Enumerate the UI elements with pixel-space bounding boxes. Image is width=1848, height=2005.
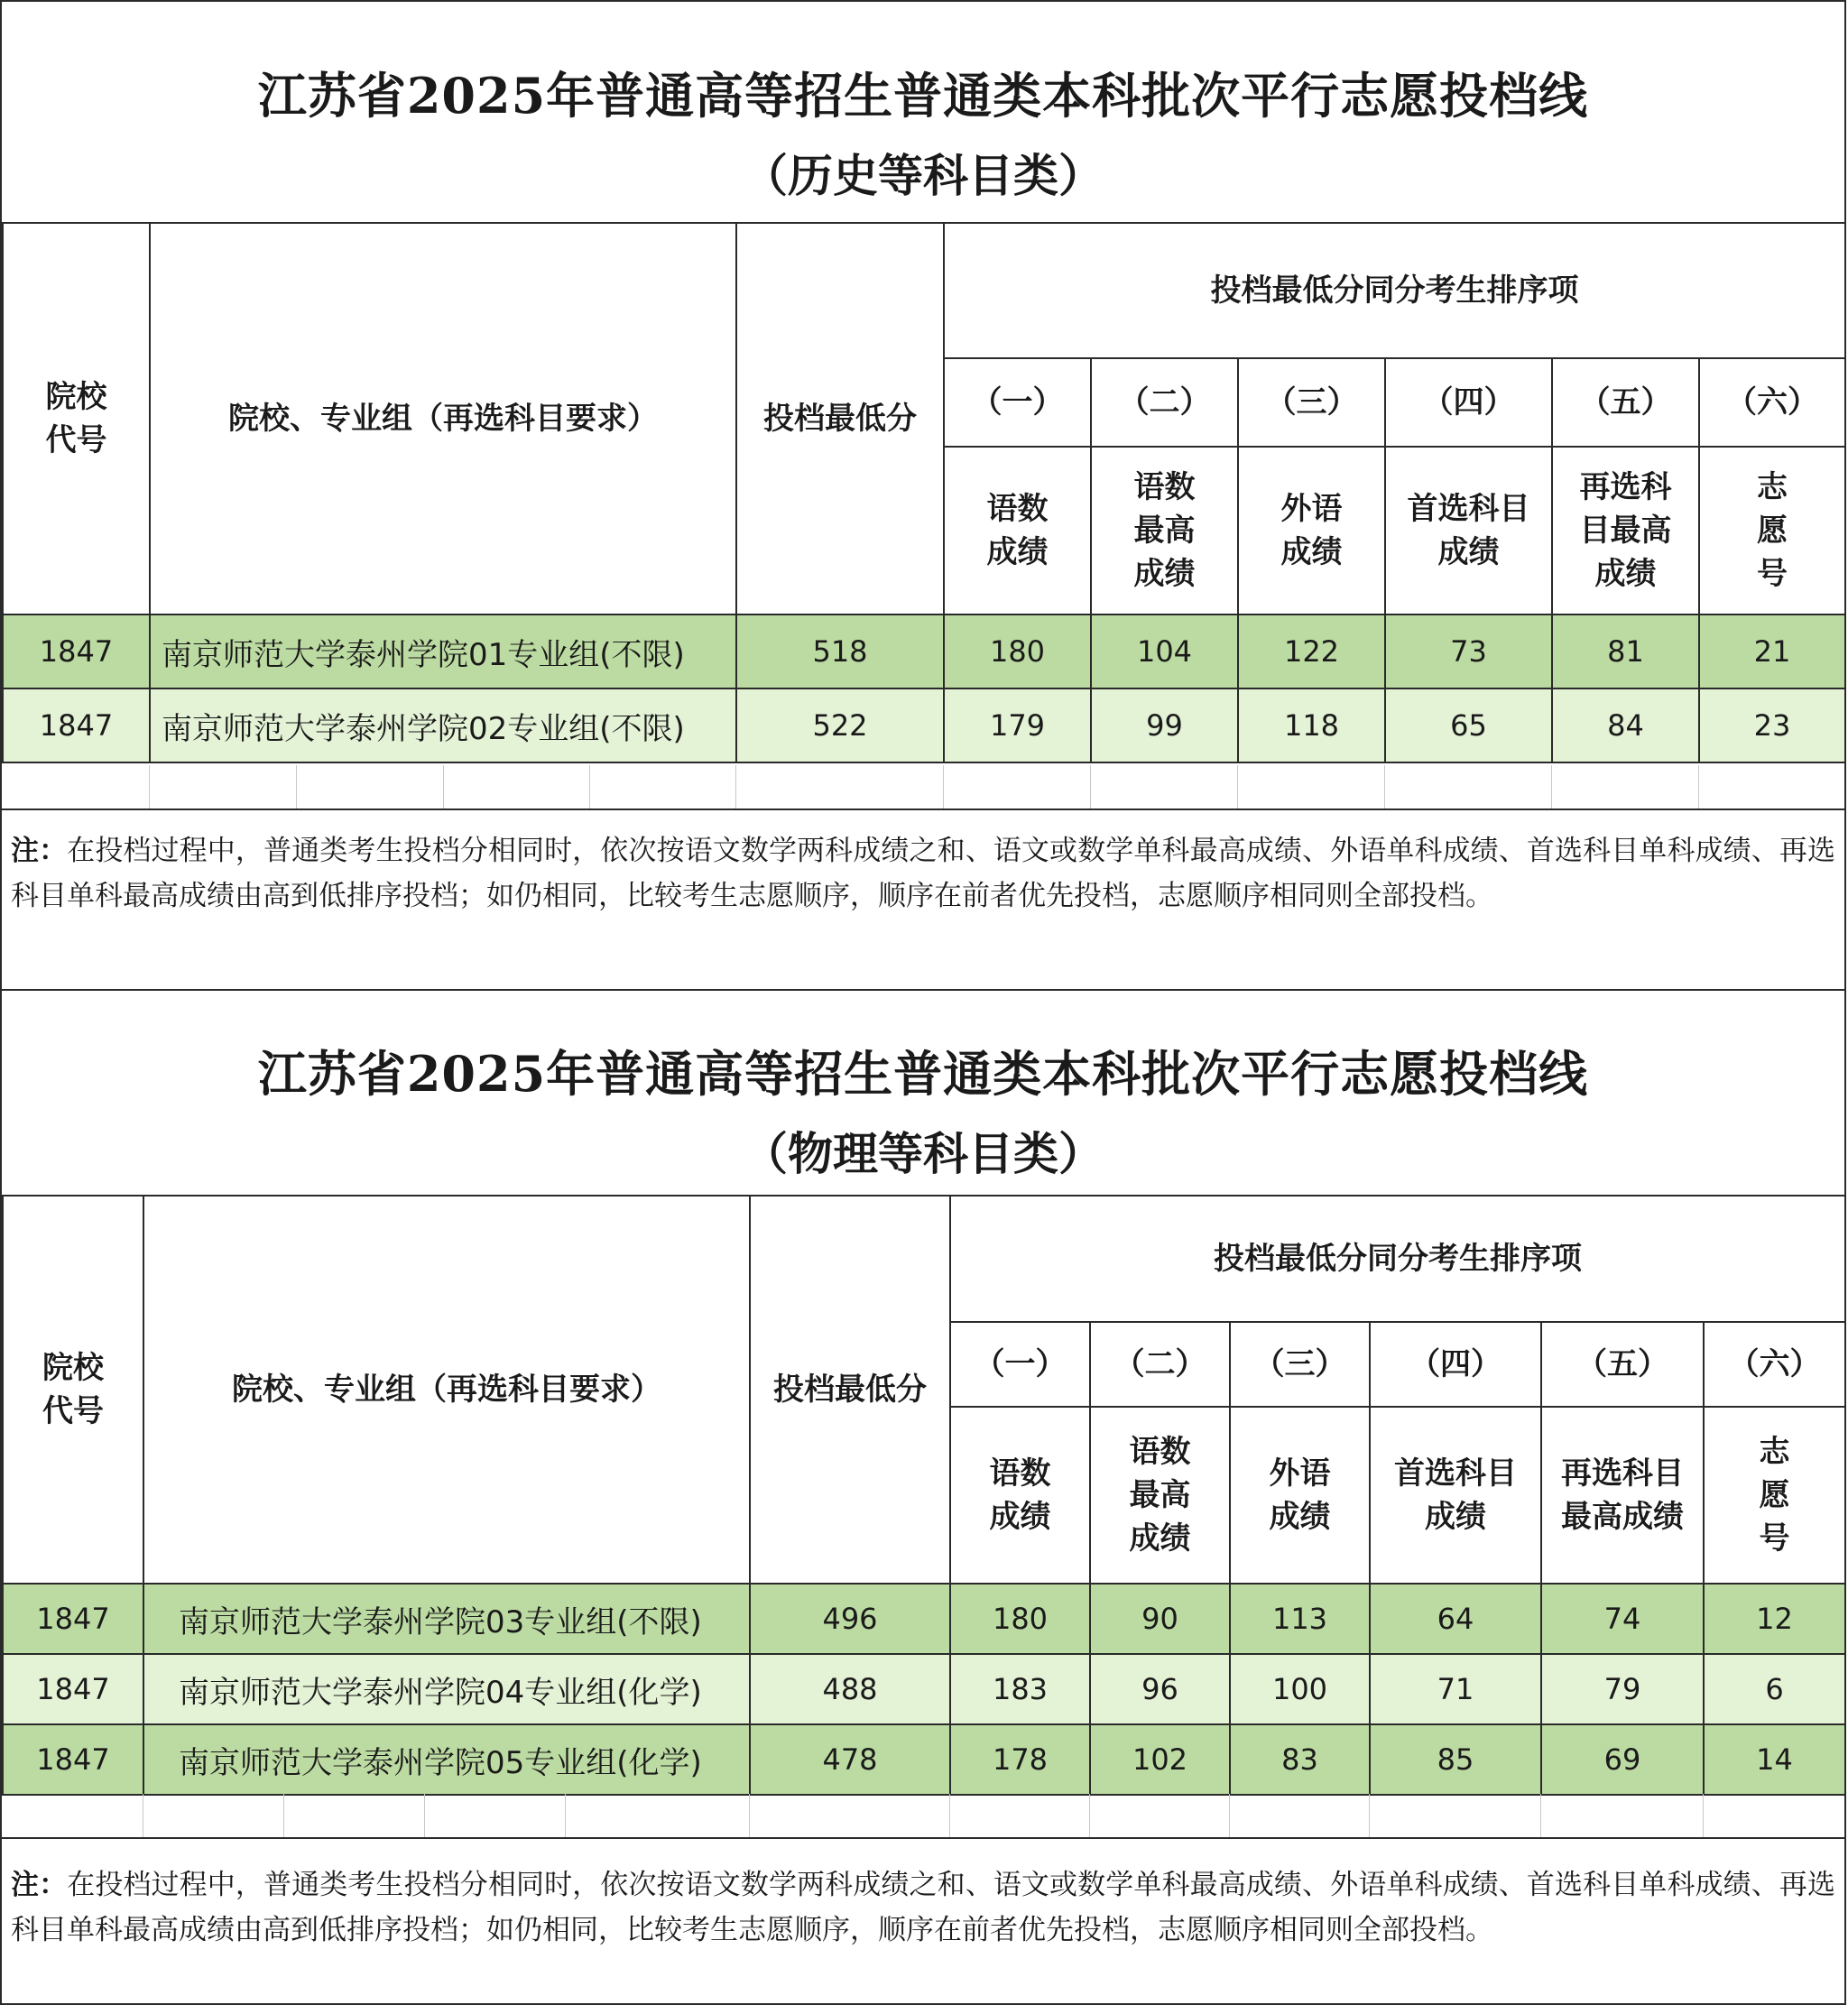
cell-c5: 81 (1552, 614, 1699, 688)
header-sub-2: 语数 最高 成绩 (1090, 1407, 1230, 1584)
section-physics (0, 989, 1846, 2005)
title-block (2, 58, 1844, 205)
header-min-score: 投档最低分 (750, 1196, 950, 1584)
note (11, 828, 1835, 919)
cell-c5: 74 (1541, 1584, 1704, 1654)
cell-c2: 99 (1091, 688, 1238, 762)
cell-group: 南京师范大学泰州学院04专业组(化学) (143, 1654, 750, 1724)
header-group: 院校、专业组（再选科目要求） (150, 223, 736, 614)
header-seq-3: （三） (1238, 358, 1385, 447)
header-tie-break: 投档最低分同分考生排序项 (950, 1196, 1845, 1322)
section-history (0, 0, 1846, 989)
header-sub-6: 志 愿 号 (1704, 1407, 1845, 1584)
table-row (3, 614, 1845, 688)
cell-c3: 118 (1238, 688, 1385, 762)
cell-c5: 79 (1541, 1654, 1704, 1724)
header-min-score: 投档最低分 (736, 223, 944, 614)
cell-code: 1847 (3, 1654, 143, 1724)
cell-group: 南京师范大学泰州学院05专业组(化学) (143, 1724, 750, 1795)
header-sub-6: 志 愿 号 (1699, 447, 1845, 614)
cell-group: 南京师范大学泰州学院01专业组(不限) (150, 614, 736, 688)
cell-c5: 84 (1552, 688, 1699, 762)
header-sub-4: 首选科目 成绩 (1385, 447, 1552, 614)
cell-c3: 83 (1230, 1724, 1370, 1795)
divider (2, 808, 1844, 810)
cell-c2: 96 (1090, 1654, 1230, 1724)
cell-c3: 113 (1230, 1584, 1370, 1654)
page-title: 江苏省2025年普通高等招生普通类本科批次平行志愿投档线 (257, 1045, 1589, 1103)
header-sub-3: 外语 成绩 (1238, 447, 1385, 614)
empty-row (2, 1794, 1844, 1839)
cell-code: 1847 (3, 688, 150, 762)
header-sub-2: 语数 最高 成绩 (1091, 447, 1238, 614)
header-sub-5: 再选科目 最高成绩 (1541, 1407, 1704, 1584)
page-title: 江苏省2025年普通高等招生普通类本科批次平行志愿投档线 (257, 67, 1589, 125)
note-label: 注： (11, 835, 68, 867)
header-seq-1: （一） (944, 358, 1091, 447)
header-tie-break: 投档最低分同分考生排序项 (944, 223, 1845, 358)
header-seq-3: （三） (1230, 1322, 1370, 1407)
cell-min-score: 518 (736, 614, 944, 688)
cell-min-score: 522 (736, 688, 944, 762)
table-row (3, 1584, 1845, 1654)
cell-c4: 85 (1370, 1724, 1541, 1795)
note-label: 注： (11, 1869, 68, 1901)
title-block (2, 1036, 1844, 1183)
table-row (3, 1724, 1845, 1795)
header-seq-5: （五） (1541, 1322, 1704, 1407)
cell-c2: 90 (1090, 1584, 1230, 1654)
header-code: 院校 代号 (3, 223, 150, 614)
cell-code: 1847 (3, 1724, 143, 1795)
header-sub-3: 外语 成绩 (1230, 1407, 1370, 1584)
header-seq-4: （四） (1385, 358, 1552, 447)
cell-c1: 178 (950, 1724, 1090, 1795)
cell-code: 1847 (3, 1584, 143, 1654)
table-row (3, 688, 1845, 762)
cell-c6: 12 (1704, 1584, 1845, 1654)
cell-c3: 122 (1238, 614, 1385, 688)
header-seq-5: （五） (1552, 358, 1699, 447)
page-subtitle: （历史等科目类） (743, 149, 1104, 202)
cell-min-score: 488 (750, 1654, 950, 1724)
page-subtitle: （物理等科目类） (743, 1127, 1104, 1180)
cell-c3: 100 (1230, 1654, 1370, 1724)
cell-c4: 71 (1370, 1654, 1541, 1724)
score-table (2, 222, 1846, 763)
cell-c1: 180 (950, 1584, 1090, 1654)
cell-c4: 64 (1370, 1584, 1541, 1654)
cell-c6: 14 (1704, 1724, 1845, 1795)
cell-c2: 104 (1091, 614, 1238, 688)
header-seq-4: （四） (1370, 1322, 1541, 1407)
cell-group: 南京师范大学泰州学院03专业组(不限) (143, 1584, 750, 1654)
cell-code: 1847 (3, 614, 150, 688)
divider (2, 1837, 1844, 1839)
header-sub-5: 再选科 目最高 成绩 (1552, 447, 1699, 614)
score-table (2, 1195, 1846, 1796)
header-sub-4: 首选科目 成绩 (1370, 1407, 1541, 1584)
table-row (3, 1654, 1845, 1724)
header-seq-1: （一） (950, 1322, 1090, 1407)
cell-min-score: 496 (750, 1584, 950, 1654)
header-seq-2: （二） (1091, 358, 1238, 447)
cell-c1: 183 (950, 1654, 1090, 1724)
cell-c1: 179 (944, 688, 1091, 762)
cell-c6: 6 (1704, 1654, 1845, 1724)
note-text: 在投档过程中，普通类考生投档分相同时，依次按语文数学两科成绩之和、语文或数学单科最高成绩、外语单科成绩、首选科目单科成绩、再选科目单科最高成绩由高到低排序投档；如仍相同，比较考生志愿顺序，顺序在前者优先投档，志愿顺序相同则全部投档。 (11, 835, 1835, 912)
header-code: 院校 代号 (3, 1196, 143, 1584)
note-text: 在投档过程中，普通类考生投档分相同时，依次按语文数学两科成绩之和、语文或数学单科最高成绩、外语单科成绩、首选科目单科成绩、再选科目单科最高成绩由高到低排序投档；如仍相同，比较考生志愿顺序，顺序在前者优先投档，志愿顺序相同则全部投档。 (11, 1869, 1835, 1946)
empty-row (2, 765, 1844, 810)
cell-c5: 69 (1541, 1724, 1704, 1795)
header-seq-6: （六） (1699, 358, 1845, 447)
header-group: 院校、专业组（再选科目要求） (143, 1196, 750, 1584)
cell-c6: 21 (1699, 614, 1845, 688)
cell-c4: 73 (1385, 614, 1552, 688)
header-seq-2: （二） (1090, 1322, 1230, 1407)
cell-min-score: 478 (750, 1724, 950, 1795)
header-sub-1: 语数 成绩 (950, 1407, 1090, 1584)
cell-c6: 23 (1699, 688, 1845, 762)
cell-group: 南京师范大学泰州学院02专业组(不限) (150, 688, 736, 762)
header-sub-1: 语数 成绩 (944, 447, 1091, 614)
cell-c2: 102 (1090, 1724, 1230, 1795)
cell-c1: 180 (944, 614, 1091, 688)
note (11, 1862, 1835, 1953)
cell-c4: 65 (1385, 688, 1552, 762)
header-seq-6: （六） (1704, 1322, 1845, 1407)
